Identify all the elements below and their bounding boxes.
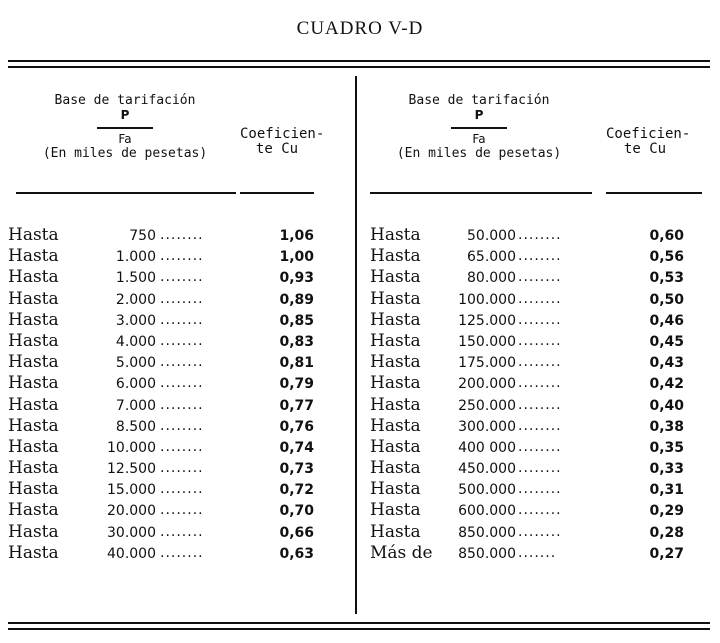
- range-amount: 175.000: [458, 355, 516, 372]
- range-prefix: Hasta: [370, 373, 421, 394]
- base-header-label: Base de tarifación: [54, 93, 196, 108]
- range-amount: 200.000: [458, 376, 516, 393]
- base-header-label: Base de tarifación: [408, 93, 550, 108]
- range-prefix: Hasta: [8, 309, 59, 330]
- coefficient-value: 0,73: [279, 461, 314, 478]
- dot-leader: ........: [160, 375, 204, 392]
- dot-leader: ........: [160, 481, 204, 498]
- range-amount: 12.500: [107, 461, 156, 478]
- range-amount: 15.000: [107, 482, 156, 499]
- range-prefix: Hasta: [370, 479, 421, 500]
- coef-header-left: [240, 126, 325, 157]
- range-prefix: Hasta: [8, 288, 59, 309]
- dot-leader: ........: [518, 354, 562, 371]
- range-amount: 30.000: [107, 524, 156, 541]
- coefficient-value: 0,45: [649, 333, 684, 350]
- table-row: [8, 458, 348, 479]
- coefficient-value: 0,27: [649, 545, 684, 562]
- coef-header-line1: Coeficien-: [606, 126, 691, 142]
- coefficient-value: 1,00: [279, 249, 314, 266]
- coefficient-value: 0,38: [649, 418, 684, 435]
- range-prefix: Hasta: [370, 330, 421, 351]
- table-row: [366, 479, 710, 500]
- table-row: [8, 416, 348, 437]
- range-amount: 450.000: [458, 461, 516, 478]
- table-row: [8, 352, 348, 373]
- coefficient-value: 0,72: [279, 482, 314, 499]
- table-row: [366, 395, 710, 416]
- table-row: [8, 437, 348, 458]
- dot-leader: ........: [160, 290, 204, 307]
- dot-leader: ........: [518, 523, 562, 540]
- table-row: [366, 543, 710, 564]
- units-label: (En miles de pesetas): [396, 145, 562, 161]
- dot-leader: ........: [160, 502, 204, 519]
- left-rows: [8, 225, 348, 564]
- range-amount: 3.000: [115, 312, 156, 329]
- range-prefix: Hasta: [8, 373, 59, 394]
- table-row: [8, 395, 348, 416]
- range-prefix: Hasta: [8, 225, 59, 245]
- table-row: [366, 352, 710, 373]
- dot-leader: ........: [518, 248, 562, 265]
- range-prefix: Hasta: [8, 267, 59, 288]
- coefficient-value: 0,40: [649, 397, 684, 414]
- coefficient-value: 0,46: [649, 312, 684, 329]
- dot-leader: ........: [518, 375, 562, 392]
- dot-leader: ........: [160, 544, 204, 561]
- coefficient-value: 0,89: [279, 291, 314, 308]
- coefficient-value: 0,42: [649, 376, 684, 393]
- range-prefix: Hasta: [370, 521, 421, 542]
- table-row: [8, 267, 348, 288]
- table-row: [366, 373, 710, 394]
- range-amount: 2.000: [115, 291, 156, 308]
- dot-leader: ........: [518, 396, 562, 413]
- table-row: [8, 331, 348, 352]
- range-amount: 5.000: [115, 355, 156, 372]
- coefficient-value: 0,83: [279, 333, 314, 350]
- coefficient-value: 0,93: [279, 270, 314, 287]
- table-row: [8, 246, 348, 267]
- coefficient-value: 0,63: [279, 545, 314, 562]
- coef-header-underline: [606, 192, 702, 194]
- coefficient-value: 0,81: [279, 355, 314, 372]
- range-amount: 850.000: [458, 524, 516, 541]
- table-title: CUADRO V-D: [296, 18, 424, 39]
- range-amount: 50.000: [467, 228, 516, 244]
- range-prefix: Hasta: [8, 246, 59, 267]
- table-row: [366, 416, 710, 437]
- dot-leader: ........: [518, 460, 562, 477]
- range-amount: 80.000: [467, 270, 516, 287]
- dot-leader: ........: [160, 248, 204, 265]
- range-prefix: Hasta: [8, 415, 59, 436]
- range-amount: 850.000: [458, 545, 516, 562]
- range-prefix: Hasta: [370, 246, 421, 267]
- dot-leader: ........: [160, 460, 204, 477]
- right-rows: [366, 225, 710, 564]
- range-prefix: Hasta: [8, 352, 59, 373]
- top-rule-upper: [8, 60, 710, 62]
- table-row: [8, 310, 348, 331]
- coefficient-value: 0,74: [279, 439, 314, 456]
- units-label: (En miles de pesetas): [42, 145, 208, 161]
- dot-leader: ........: [160, 417, 204, 434]
- base-header-underline: [16, 192, 236, 194]
- bottom-rule-upper: [8, 622, 710, 624]
- range-amount: 20.000: [107, 503, 156, 520]
- table-row: [366, 331, 710, 352]
- coef-header-right: [606, 126, 691, 157]
- range-amount: 300.000: [458, 418, 516, 435]
- dot-leader: .......: [518, 544, 557, 561]
- range-amount: 4.000: [115, 333, 156, 350]
- dot-leader: ........: [518, 502, 562, 519]
- base-header-right: [366, 94, 592, 161]
- coefficient-value: 0,28: [649, 524, 684, 541]
- range-prefix: Hasta: [8, 436, 59, 457]
- base-header-left: [12, 94, 238, 161]
- range-amount: 8.500: [115, 418, 156, 435]
- column-divider: [355, 76, 357, 614]
- range-prefix: Hasta: [370, 267, 421, 288]
- range-prefix: Hasta: [8, 521, 59, 542]
- coefficient-value: 0,35: [649, 439, 684, 456]
- table-row: [8, 500, 348, 521]
- table-row: [8, 543, 348, 564]
- dot-leader: ........: [518, 417, 562, 434]
- coefficient-value: 0,70: [279, 503, 314, 520]
- range-prefix: Hasta: [8, 542, 59, 563]
- table-row: [8, 522, 348, 543]
- range-prefix: Hasta: [8, 479, 59, 500]
- table-row: [366, 458, 710, 479]
- coefficient-value: 0,53: [649, 270, 684, 287]
- table-row: [366, 500, 710, 521]
- range-amount: 600.000: [458, 503, 516, 520]
- range-amount: 125.000: [458, 312, 516, 329]
- fraction-bar: [97, 127, 153, 129]
- coefficient-value: 0,76: [279, 418, 314, 435]
- fraction-bar: [451, 127, 507, 129]
- coef-header-line1: Coeficien-: [240, 126, 325, 142]
- coef-header-underline: [240, 192, 314, 194]
- denominator-fa: Fa: [118, 131, 132, 146]
- bottom-rule-lower: [8, 628, 710, 630]
- range-prefix: Hasta: [8, 458, 59, 479]
- dot-leader: ........: [518, 481, 562, 498]
- dot-leader: ........: [160, 523, 204, 540]
- coefficient-value: 0,33: [649, 461, 684, 478]
- dot-leader: ........: [518, 438, 562, 455]
- numerator-p: P: [474, 108, 484, 122]
- coefficient-value: 0,66: [279, 524, 314, 541]
- table-row: [8, 289, 348, 310]
- table-row: [366, 310, 710, 331]
- range-amount: 100.000: [458, 291, 516, 308]
- coefficient-value: 0,79: [279, 376, 314, 393]
- range-prefix: Hasta: [370, 225, 421, 245]
- range-amount: 150.000: [458, 333, 516, 350]
- range-prefix: Hasta: [370, 458, 421, 479]
- range-amount: 7.000: [115, 397, 156, 414]
- dot-leader: ........: [160, 332, 204, 349]
- coefficient-value: 0,60: [649, 228, 684, 244]
- range-prefix: Hasta: [370, 394, 421, 415]
- range-prefix: Más de: [370, 542, 433, 563]
- coefficient-value: 0,29: [649, 503, 684, 520]
- table-row: [8, 225, 348, 246]
- range-amount: 750: [129, 228, 156, 244]
- range-amount: 65.000: [467, 249, 516, 266]
- range-amount: 1.500: [115, 270, 156, 287]
- dot-leader: ........: [518, 332, 562, 349]
- dot-leader: ........: [160, 354, 204, 371]
- range-prefix: Hasta: [370, 436, 421, 457]
- coefficient-value: 0,77: [279, 397, 314, 414]
- coef-header-line2: te Cu: [255, 141, 299, 157]
- coefficient-value: 0,50: [649, 291, 684, 308]
- coefficient-value: 0,85: [279, 312, 314, 329]
- coefficient-value: 1,06: [279, 228, 314, 244]
- range-amount: 250.000: [458, 397, 516, 414]
- table-row: [366, 246, 710, 267]
- dot-leader: ........: [160, 396, 204, 413]
- range-amount: 1.000: [115, 249, 156, 266]
- table-row: [8, 479, 348, 500]
- range-amount: 400 000: [458, 439, 516, 456]
- table-row: [366, 225, 710, 246]
- dot-leader: ........: [160, 227, 204, 243]
- range-prefix: Hasta: [370, 352, 421, 373]
- range-prefix: Hasta: [370, 288, 421, 309]
- base-header-underline: [370, 192, 592, 194]
- range-amount: 40.000: [107, 545, 156, 562]
- coefficient-value: 0,56: [649, 249, 684, 266]
- dot-leader: ........: [518, 311, 562, 328]
- range-prefix: Hasta: [370, 415, 421, 436]
- range-prefix: Hasta: [370, 309, 421, 330]
- range-amount: 6.000: [115, 376, 156, 393]
- dot-leader: ........: [160, 269, 204, 286]
- denominator-fa: Fa: [472, 131, 486, 146]
- top-rule-lower: [8, 66, 710, 68]
- dot-leader: ........: [518, 227, 562, 243]
- numerator-p: P: [120, 108, 130, 122]
- coef-header-line2: te Cu: [623, 141, 667, 157]
- dot-leader: ........: [518, 290, 562, 307]
- range-prefix: Hasta: [8, 330, 59, 351]
- range-amount: 10.000: [107, 439, 156, 456]
- dot-leader: ........: [160, 311, 204, 328]
- range-prefix: Hasta: [8, 394, 59, 415]
- range-prefix: Hasta: [370, 500, 421, 521]
- table-row: [366, 522, 710, 543]
- coefficient-value: 0,31: [649, 482, 684, 499]
- dot-leader: ........: [160, 438, 204, 455]
- range-amount: 500.000: [458, 482, 516, 499]
- table-row: [8, 373, 348, 394]
- range-prefix: Hasta: [8, 500, 59, 521]
- dot-leader: ........: [518, 269, 562, 286]
- table-row: [366, 437, 710, 458]
- coefficient-value: 0,43: [649, 355, 684, 372]
- table-row: [366, 267, 710, 288]
- table-row: [366, 289, 710, 310]
